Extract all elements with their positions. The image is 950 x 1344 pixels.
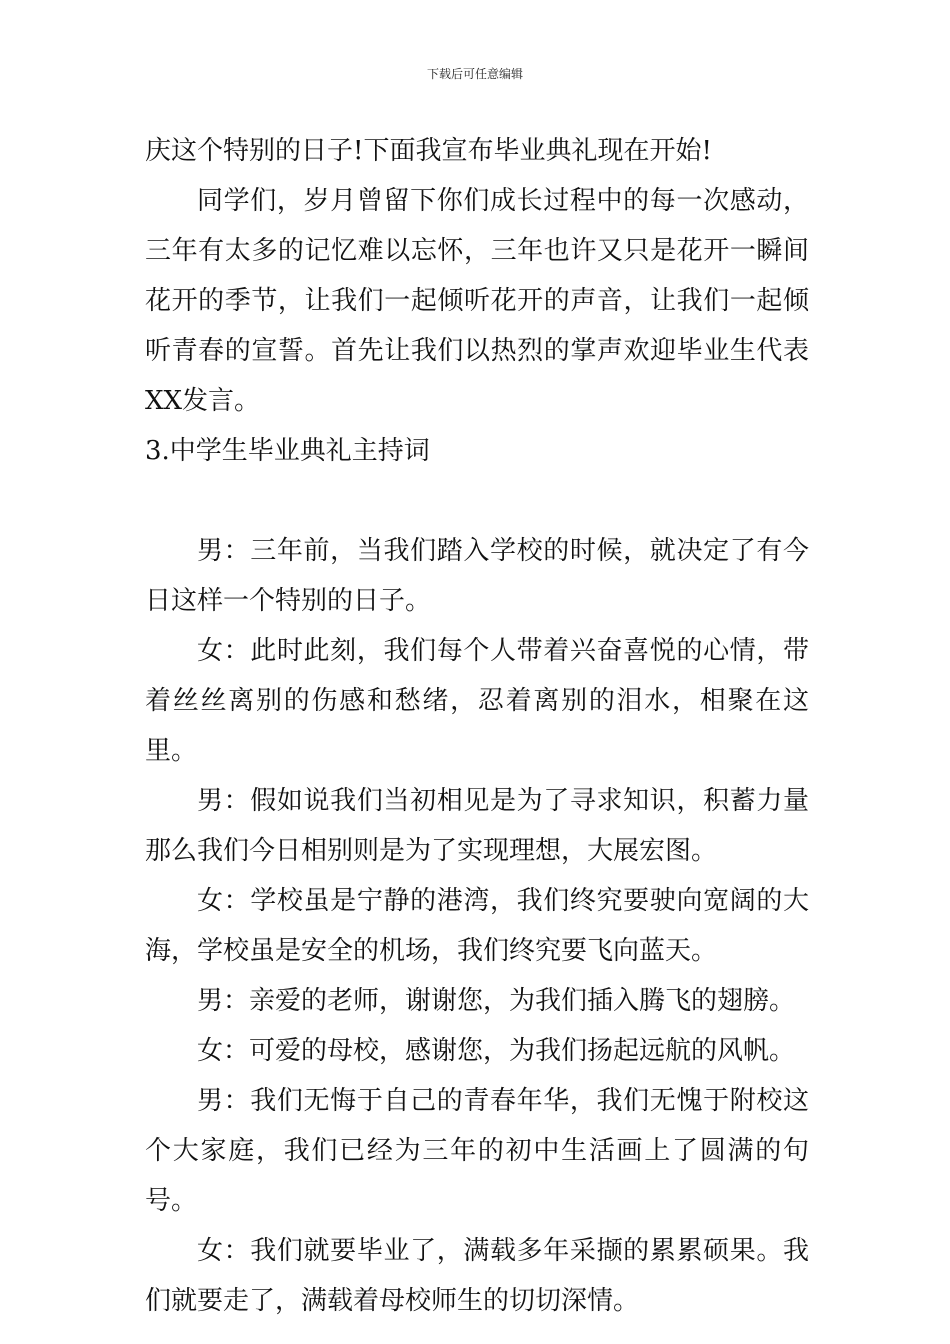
paragraph-continuation: 庆这个特别的日子!下面我宣布毕业典礼现在开始! — [145, 136, 712, 166]
document-body — [145, 126, 809, 1326]
blank-line — [145, 476, 809, 526]
paragraph-dialogue: 男：假如说我们当初相见是为了寻求知识，积蓄力量那么我们今日相别则是为了实现理想，大展宏图。 — [145, 786, 809, 866]
paragraph-dialogue: 女：此时此刻，我们每个人带着兴奋喜悦的心情，带着丝丝离别的伤感和愁绪，忍着离别的泪水，相聚在这里。 — [145, 636, 809, 766]
paragraph-dialogue: 男：亲爱的老师，谢谢您，为我们插入腾飞的翅膀。 — [197, 986, 796, 1016]
paragraph-dialogue: 男：三年前，当我们踏入学校的时候，就决定了有今日这样一个特别的日子。 — [145, 536, 809, 616]
page-header-note: 下载后可任意编辑 — [426, 67, 523, 81]
paragraph-dialogue: 女：可爱的母校，感谢您，为我们扬起远航的风帆。 — [197, 1036, 796, 1066]
section-title: 3.中学生毕业典礼主持词 — [145, 436, 430, 466]
paragraph-dialogue: 女：学校虽是宁静的港湾，我们终究要驶向宽阔的大海，学校虽是安全的机场，我们终究要飞向蓝天。 — [145, 886, 809, 966]
paragraph-dialogue: 男：我们无悔于自己的青春年华，我们无愧于附校这个大家庭，我们已经为三年的初中生活画上了圆满的句号。 — [145, 1086, 809, 1216]
paragraph-dialogue: 女：我们就要毕业了，满载多年采撷的累累硕果。我们就要走了，满载着母校师生的切切深情。 — [145, 1236, 809, 1316]
paragraph-classmates: 同学们，岁月曾留下你们成长过程中的每一次感动，三年有太多的记忆难以忘怀，三年也许又只是花开一瞬间花开的季节，让我们一起倾听花开的声音，让我们一起倾听青春的宣誓。首先让我们以热烈的掌声欢迎毕业生代表XX发言。 — [145, 186, 809, 416]
